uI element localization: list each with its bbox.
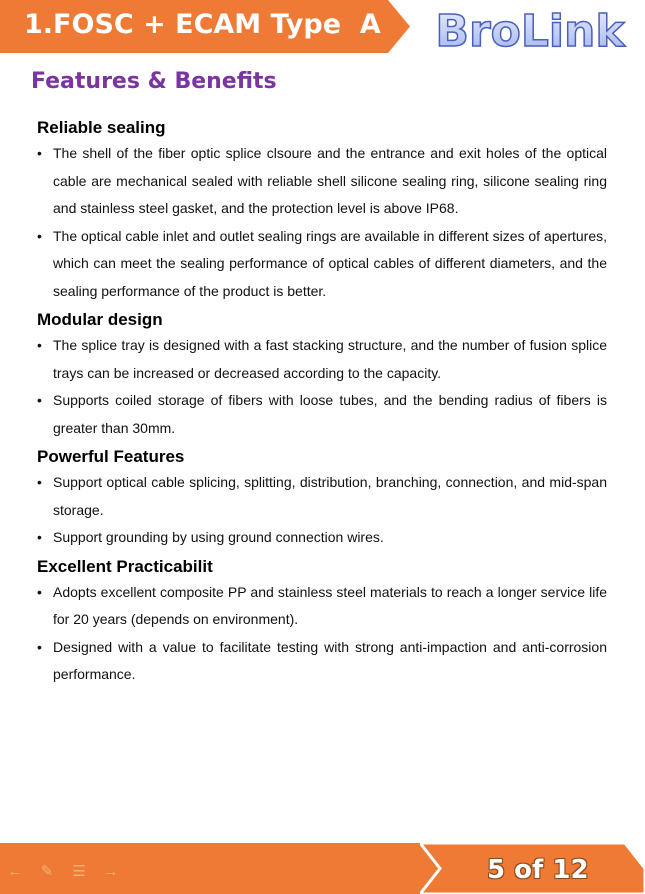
arrow-right-icon[interactable]: →	[103, 863, 119, 880]
section-title: Features & Benefits	[31, 69, 277, 94]
bullet-icon: •	[37, 145, 42, 161]
feature-group-reliable-sealing	[37, 115, 607, 305]
list-item	[37, 469, 607, 524]
document-title: 1.FOSC + ECAM Type A	[24, 9, 381, 40]
bullet-list	[37, 579, 607, 689]
list-item-text: Adopts excellent composite PP and stainless steel materials to reach a longer service life for 20 years (depends on environment).	[53, 583, 607, 627]
features-content	[37, 115, 607, 691]
list-item-text: The optical cable inlet and outlet sealing rings are available in different sizes of apertures, which can meet the sealing performance of optical cables of different diameters, and the sealing performance of the product is better.	[53, 227, 607, 299]
list-item-text: Designed with a value to facilitate testing with strong anti-impaction and anti-corrosion performance.	[53, 638, 607, 682]
brolink-logo	[426, 2, 636, 58]
feature-group-excellent-practicability	[37, 554, 607, 689]
feature-group-modular-design	[37, 307, 607, 442]
slide-nav-controls	[6, 864, 120, 880]
menu-icon[interactable]: ☰	[72, 863, 86, 880]
list-item-text: The shell of the fiber optic splice clsoure and the entrance and exit holes of the optical cable are mechanical sealed with reliable shell silicone sealing ring, silicone sealing ring and stainless steel gasket, and the protection level is above IP68.	[53, 145, 607, 216]
list-item	[37, 223, 607, 306]
list-item	[37, 387, 607, 442]
list-item-text: Supports coiled storage of fibers with loose tubes, and the bending radius of fibers is greater than 30mm.	[53, 392, 607, 436]
group-heading: Modular design	[37, 310, 163, 329]
group-heading: Excellent Practicabilit	[37, 556, 213, 576]
bullet-icon: •	[37, 583, 42, 600]
group-heading: Reliable sealing	[37, 118, 166, 137]
list-item-text: The splice tray is designed with a fast stacking structure, and the number of fusion splice trays can be increased or decreased according to the capacity.	[53, 337, 607, 381]
bullet-icon: •	[37, 337, 42, 353]
group-heading: Powerful Features	[37, 447, 185, 466]
page-indicator: 5 of 12	[487, 855, 589, 885]
list-item-text: Support grounding by using ground connection wires.	[53, 529, 384, 545]
list-item-text: Support optical cable splicing, splitting, distribution, branching, connection, and mid-span storage.	[53, 474, 607, 518]
list-item	[37, 524, 607, 552]
bullet-list	[37, 469, 607, 552]
bullet-icon: •	[37, 474, 42, 490]
bullet-icon: •	[37, 529, 42, 545]
pen-icon[interactable]: ✎	[40, 863, 54, 880]
bullet-icon: •	[37, 392, 42, 408]
list-item	[37, 332, 607, 387]
feature-group-powerful-features	[37, 444, 607, 552]
list-item	[37, 140, 607, 223]
bullet-list	[37, 140, 607, 305]
logo-text: BroLink	[435, 6, 625, 57]
list-item	[37, 579, 607, 634]
bullet-icon: •	[37, 638, 42, 655]
arrow-left-icon[interactable]: ←	[7, 863, 23, 880]
bullet-list	[37, 332, 607, 442]
bullet-icon: •	[37, 227, 42, 244]
list-item	[37, 634, 607, 689]
